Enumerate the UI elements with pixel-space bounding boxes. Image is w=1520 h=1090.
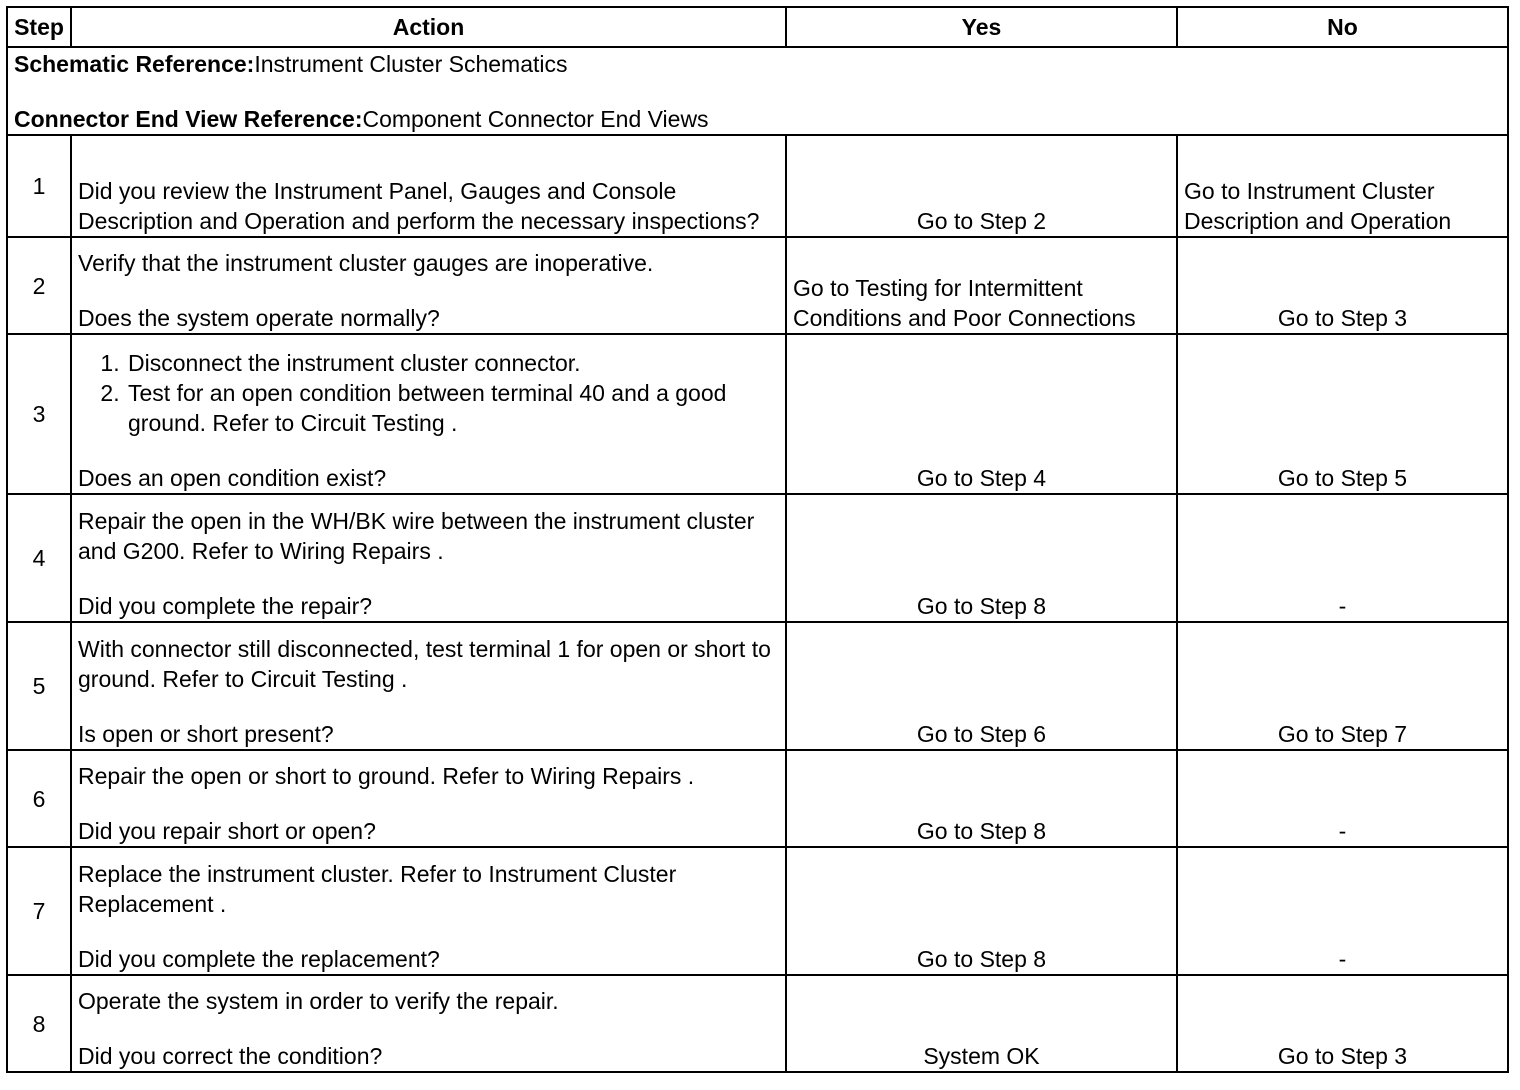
action-text: Operate the system in order to verify the repair. — [78, 988, 559, 1014]
table-row — [7, 750, 1508, 847]
header-yes: Yes — [786, 7, 1177, 47]
list-item: 1. Disconnect the instrument cluster connector. — [126, 348, 779, 378]
table-row — [7, 237, 1508, 334]
yes-cell: Go to Step 2 — [786, 135, 1177, 237]
action-cell — [71, 334, 786, 494]
no-cell: Go to Step 7 — [1177, 622, 1508, 750]
action-text: Repair the open in the WH/BK wire between the instrument cluster and G200. Refer to Wiring Repairs . — [78, 508, 755, 564]
action-cell — [71, 847, 786, 975]
action-cell — [71, 494, 786, 622]
action-cell — [71, 237, 786, 334]
sub-steps-list — [78, 348, 779, 438]
table-row — [7, 494, 1508, 622]
step-number: 7 — [7, 847, 71, 975]
yes-cell: Go to Step 8 — [786, 494, 1177, 622]
no-cell: - — [1177, 847, 1508, 975]
yes-cell: Go to Step 8 — [786, 847, 1177, 975]
yes-cell: Go to Testing for Intermittent Conditions and Poor Connections — [786, 237, 1177, 334]
no-cell: Go to Instrument Cluster Description and Operation — [1177, 135, 1508, 237]
step-number: 3 — [7, 334, 71, 494]
connector-reference — [14, 104, 1501, 134]
connector-reference-label: Connector End View Reference: — [14, 106, 363, 132]
action-text: Replace the instrument cluster. Refer to Instrument Cluster Replacement . — [78, 861, 677, 917]
action-text: With connector still disconnected, test terminal 1 for open or short to ground. Refer to Circuit Testing . — [78, 636, 771, 692]
schematic-reference — [14, 49, 1501, 79]
action-text: Verify that the instrument cluster gauges are inoperative. — [78, 250, 654, 276]
yes-cell: Go to Step 6 — [786, 622, 1177, 750]
action-text: Repair the open or short to ground. Refer to Wiring Repairs . — [78, 763, 695, 789]
action-cell — [71, 975, 786, 1072]
step-number: 1 — [7, 135, 71, 237]
question-text: Is open or short present? — [78, 721, 334, 747]
list-item: 2. Test for an open condition between terminal 40 and a good ground. Refer to Circuit Testing . — [126, 378, 779, 438]
yes-cell: Go to Step 4 — [786, 334, 1177, 494]
header-no: No — [1177, 7, 1508, 47]
question-text: Does the system operate normally? — [78, 305, 440, 331]
step-number: 4 — [7, 494, 71, 622]
question-text: Did you complete the replacement? — [78, 946, 440, 972]
action-cell — [71, 135, 786, 237]
step-number: 2 — [7, 237, 71, 334]
step-number: 8 — [7, 975, 71, 1072]
no-cell: - — [1177, 750, 1508, 847]
connector-reference-value: Component Connector End Views — [362, 106, 709, 132]
yes-cell: System OK — [786, 975, 1177, 1072]
table-row — [7, 975, 1508, 1072]
table-row — [7, 135, 1508, 237]
step-number: 5 — [7, 622, 71, 750]
reference-cell — [7, 47, 1508, 135]
question-text: Did you repair short or open? — [78, 818, 376, 844]
step-number: 6 — [7, 750, 71, 847]
question-text: Did you correct the condition? — [78, 1043, 383, 1069]
schematic-reference-label: Schematic Reference: — [14, 51, 255, 77]
no-cell: Go to Step 5 — [1177, 334, 1508, 494]
yes-cell: Go to Step 8 — [786, 750, 1177, 847]
header-row — [7, 7, 1508, 47]
table-row — [7, 334, 1508, 494]
question-text: Does an open condition exist? — [78, 465, 387, 491]
schematic-reference-value: Instrument Cluster Schematics — [254, 51, 568, 77]
reference-row — [7, 47, 1508, 135]
table-row — [7, 622, 1508, 750]
action-cell — [71, 622, 786, 750]
no-cell: Go to Step 3 — [1177, 237, 1508, 334]
diagnostic-table — [6, 6, 1509, 1073]
table-row — [7, 847, 1508, 975]
question-text: Did you complete the repair? — [78, 593, 373, 619]
no-cell: - — [1177, 494, 1508, 622]
action-cell — [71, 750, 786, 847]
action-text: Did you review the Instrument Panel, Gauges and Console Description and Operation and perform the necessary inspections? — [78, 178, 760, 234]
header-action: Action — [71, 7, 786, 47]
no-cell: Go to Step 3 — [1177, 975, 1508, 1072]
header-step: Step — [7, 7, 71, 47]
